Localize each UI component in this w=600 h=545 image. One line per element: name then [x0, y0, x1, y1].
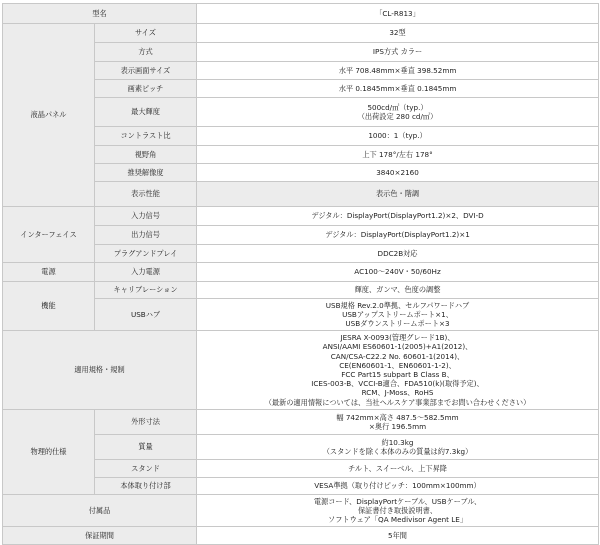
contrast-value: 1000：1（typ.） — [197, 127, 599, 146]
row-dimensions — [3, 410, 599, 435]
standards-line: CAN/CSA-C22.2 No. 60601-1(2014)、 — [330, 351, 465, 361]
row-standards — [3, 331, 599, 410]
accessories-line: 保証書付き取扱説明書、 — [357, 505, 438, 515]
usb-hub-label: USBハブ — [95, 299, 197, 331]
contrast-label: コントラスト比 — [95, 127, 197, 146]
standards-line: CE(EN60601-1、EN60601-1-2)、 — [339, 360, 456, 370]
dimensions-label: 外形寸法 — [95, 410, 197, 435]
standards-line: （最新の適用情報については、当社ヘルスケア事業部までお問い合わせください） — [264, 397, 531, 407]
spec-table — [2, 3, 599, 545]
stand-value: チルト、スイーベル、上下昇降 — [197, 460, 599, 478]
input-signal-label: 入力信号 — [95, 207, 197, 226]
dimensions-line: 幅 742mm×高さ 487.5〜582.5mm — [336, 412, 459, 422]
resolution-value: 3840×2160 — [197, 164, 599, 182]
calibration-label: キャリブレーション — [95, 282, 197, 299]
accessories-value — [197, 495, 599, 527]
standards-line: JESRA X-0093(管理グレード1B)、 — [340, 333, 455, 343]
accessories-label: 付属品 — [3, 495, 197, 527]
plug-and-play-value: DDC2B対応 — [197, 245, 599, 263]
row-accessories — [3, 495, 599, 527]
model-label: 型名 — [3, 4, 197, 24]
usb-hub-line: USBダウンストリームポート×3 — [345, 319, 450, 329]
max-brightness-label: 最大輝度 — [95, 98, 197, 127]
resolution-label: 推奨解像度 — [95, 164, 197, 182]
standards-line: RCM、J-Moss、RoHS — [361, 388, 434, 398]
row-power — [3, 263, 599, 282]
colors-label: 表示色・階調 — [197, 182, 599, 207]
mount-label: 本体取り付け部 — [95, 478, 197, 495]
max-brightness-line: （出荷設定 280 cd/㎡） — [357, 112, 438, 121]
warranty-label: 保証期間 — [3, 527, 197, 545]
mass-line: （スタンドを除く本体のみの質量は約7.3kg） — [322, 447, 473, 456]
standards-line: ANSI/AAMI ES60601-1(2005)+A1(2012)、 — [322, 342, 473, 352]
dimensions-line: ×奥行 196.5mm — [368, 422, 427, 431]
interface-label: インターフェイス — [3, 207, 95, 263]
display-size-value: 水平 708.48mm×垂直 398.52mm — [197, 62, 599, 80]
row-calibration — [3, 282, 599, 299]
mass-line: 約10.3kg — [381, 437, 414, 447]
usb-hub-line: USB規格 Rev.2.0準拠、セルフパワードハブ — [325, 300, 470, 310]
standards-label: 適用規格・規制 — [3, 331, 197, 410]
accessories-line: ソフトウェア「QA Medivisor Agent LE」 — [328, 515, 468, 525]
power-label: 電源 — [3, 263, 95, 282]
viewing-angle-value: 上下 178°/左右 178° — [197, 146, 599, 164]
plug-and-play-label: プラグアンドプレイ — [95, 245, 197, 263]
dimensions-value — [197, 410, 599, 435]
standards-line: ICES-003-B、VCCI-B適合、FDA510(k)(取得予定)、 — [311, 379, 484, 389]
method-value: IPS方式 カラー — [197, 43, 599, 62]
output-signal-value: デジタル：DisplayPort(DisplayPort1.2)×1 — [197, 226, 599, 245]
output-signal-label: 出力信号 — [95, 226, 197, 245]
size-value: 32型 — [197, 24, 599, 43]
lcd-panel-label: 液晶パネル — [3, 24, 95, 207]
row-size — [3, 24, 599, 43]
pixel-pitch-value: 水平 0.1845mm×垂直 0.1845mm — [197, 80, 599, 98]
row-input-signal — [3, 207, 599, 226]
display-size-label: 表示画面サイズ — [95, 62, 197, 80]
model-value: 「CL-R813」 — [197, 4, 599, 24]
pixel-pitch-label: 画素ピッチ — [95, 80, 197, 98]
function-label: 機能 — [3, 282, 95, 331]
calibration-value: 輝度、ガンマ、色度の調整 — [197, 282, 599, 299]
accessories-line: 電源コード、DisplayPortケーブル、USBケーブル、 — [313, 496, 482, 506]
standards-value — [197, 331, 599, 410]
input-signal-value: デジタル：DisplayPort(DisplayPort1.2)×2、DVI-D — [197, 207, 599, 226]
size-label: サイズ — [95, 24, 197, 43]
usb-hub-line: USBアップストリームポート×1、 — [342, 309, 453, 319]
method-label: 方式 — [95, 43, 197, 62]
input-power-label: 入力電源 — [95, 263, 197, 282]
row-warranty — [3, 527, 599, 545]
row-model — [3, 4, 599, 24]
display-performance-label: 表示性能 — [95, 182, 197, 207]
usb-hub-value — [197, 299, 599, 331]
warranty-value: 5年間 — [197, 527, 599, 545]
mass-label: 質量 — [95, 435, 197, 460]
standards-line: FCC Part15 subpart B Class B、 — [341, 370, 454, 379]
physical-label: 物理的仕様 — [3, 410, 95, 495]
input-power-value: AC100〜240V・50/60Hz — [197, 263, 599, 282]
stand-label: スタンド — [95, 460, 197, 478]
viewing-angle-label: 視野角 — [95, 146, 197, 164]
mass-value — [197, 435, 599, 460]
max-brightness-value — [197, 98, 599, 127]
max-brightness-line: 500cd/㎡（typ.） — [367, 102, 428, 112]
mount-value: VESA準拠（取り付けピッチ：100mm×100mm） — [197, 478, 599, 495]
